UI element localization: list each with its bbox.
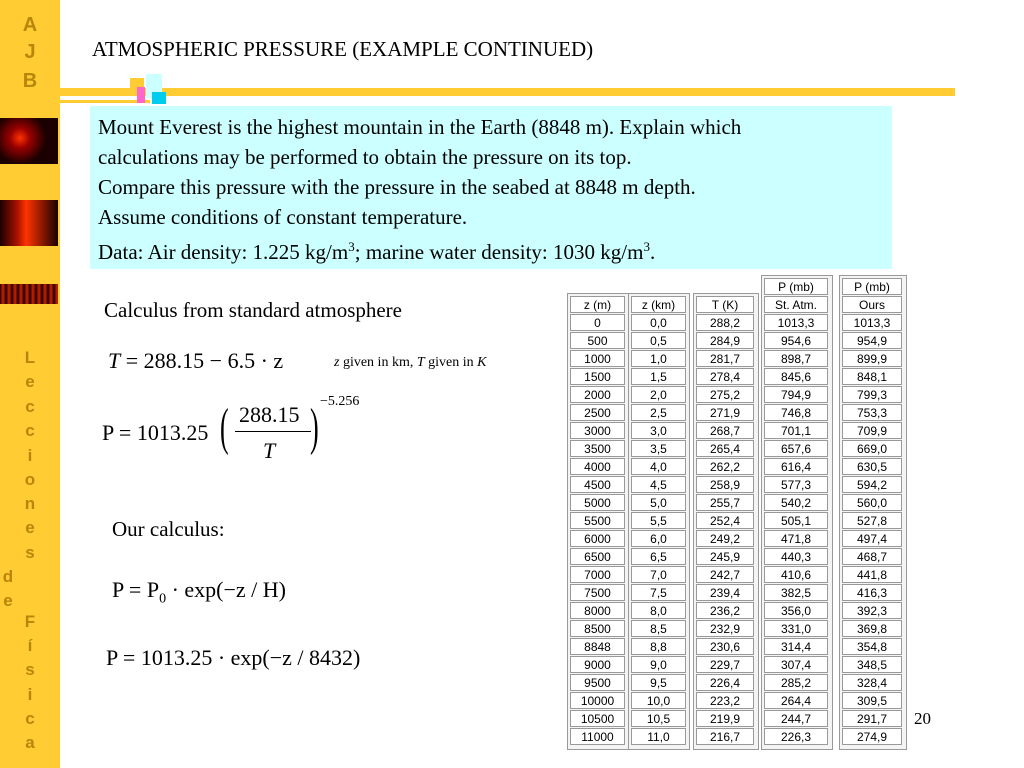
table-cell: 10,0 (631, 692, 686, 709)
problem-line: Data: Air density: 1.225 $kg/m^3$; marine water density: 1030 $kg/m^3$. (98, 239, 656, 264)
sidebar-letter: c (25, 421, 35, 440)
table-cell: 8000 (570, 602, 625, 619)
table-cell: 505,1 (764, 512, 828, 529)
table-cell: 899,9 (842, 350, 902, 367)
table-cell: 9000 (570, 656, 625, 673)
table-cell: 440,3 (764, 548, 828, 565)
table-cell: 268,7 (696, 422, 754, 439)
table-cell: 500 (570, 332, 625, 349)
page-number: 20 (914, 709, 931, 728)
table-cell: 845,6 (764, 368, 828, 385)
table-header-cell: Ours (842, 296, 902, 313)
table-cell: 669,0 (842, 440, 902, 457)
table-cell: 471,8 (764, 530, 828, 547)
sidebar-letter: n (24, 494, 36, 513)
table-cell: 331,0 (764, 620, 828, 637)
table-cell: 1,0 (631, 350, 686, 367)
table-cell: 2,0 (631, 386, 686, 403)
table-cell: 898,7 (764, 350, 828, 367)
table-cell: 328,4 (842, 674, 902, 691)
table-cell: 746,8 (764, 404, 828, 421)
table-cell: 6,5 (631, 548, 686, 565)
temperature-equation: T = 288.15 − 6.5 · z (108, 348, 284, 373)
table-cell: 540,2 (764, 494, 828, 511)
slide-title: ATMOSPHERIC PRESSURE (EXAMPLE CONTINUED) (92, 37, 594, 61)
table-cell: 314,4 (764, 638, 828, 655)
table-cell: 3500 (570, 440, 625, 457)
table-cell: 226,4 (696, 674, 754, 691)
table-cell: 278,4 (696, 368, 754, 385)
table-cell: 11,0 (631, 728, 686, 745)
table-cell: 354,8 (842, 638, 902, 655)
table-cell: 244,7 (764, 710, 828, 727)
table-cell: 10,5 (631, 710, 686, 727)
table-header-cell: z (km) (631, 296, 686, 313)
table-cell: 223,2 (696, 692, 754, 709)
table-cell: 274,9 (842, 728, 902, 745)
table-column-z-m (570, 296, 625, 746)
table-cell: 242,7 (696, 566, 754, 583)
section-heading-our-calculus: Our calculus: (112, 517, 225, 541)
table-cell: 10000 (570, 692, 625, 709)
table-cell: 10500 (570, 710, 625, 727)
table-column-p-std-atm (764, 278, 828, 746)
problem-line: calculations may be performed to obtain the pressure on its top. (98, 145, 632, 169)
table-cell: 369,8 (842, 620, 902, 637)
header-square-magenta (137, 87, 145, 103)
table-cell: 249,2 (696, 530, 754, 547)
problem-line: Compare this pressure with the pressure in the seabed at 8848 m depth. (98, 175, 696, 199)
table-cell: 3,0 (631, 422, 686, 439)
sidebar-letter: i (27, 446, 33, 465)
table-cell: 216,7 (696, 728, 754, 745)
sidebar-letter: B (22, 70, 38, 92)
table-header-cell: St. Atm. (764, 296, 828, 313)
table-cell: 236,2 (696, 602, 754, 619)
table-header-cell: z (m) (570, 296, 625, 313)
table-cell: 753,3 (842, 404, 902, 421)
sidebar-thumbnail-3 (0, 284, 58, 304)
sidebar-letter: F (24, 612, 36, 631)
table-cell: 954,6 (764, 332, 828, 349)
table-cell: 0,5 (631, 332, 686, 349)
table-cell: 799,3 (842, 386, 902, 403)
sidebar-letter: i (27, 685, 33, 704)
sidebar-thumbnail-2 (0, 200, 58, 246)
table-cell: 410,6 (764, 566, 828, 583)
table-cell: 271,9 (696, 404, 754, 421)
header-bar (60, 88, 955, 96)
sidebar-letter: e (3, 591, 13, 610)
sidebar-letter: s (25, 660, 35, 679)
table-cell: 288,2 (696, 314, 754, 331)
table-cell: 8848 (570, 638, 625, 655)
table-cell: 468,7 (842, 548, 902, 565)
table-cell: 8500 (570, 620, 625, 637)
table-cell: 1013,3 (842, 314, 902, 331)
table-cell: 5000 (570, 494, 625, 511)
table-cell: 392,3 (842, 602, 902, 619)
table-cell: 252,4 (696, 512, 754, 529)
sidebar-letter: o (24, 470, 36, 489)
table-cell: 560,0 (842, 494, 902, 511)
table-cell: 794,9 (764, 386, 828, 403)
sidebar-letter: a (25, 733, 35, 752)
table-cell: 3000 (570, 422, 625, 439)
table-cell: 309,5 (842, 692, 902, 709)
table-header-cell: P (mb) (842, 278, 902, 295)
table-cell: 8,5 (631, 620, 686, 637)
table-cell: 527,8 (842, 512, 902, 529)
table-cell: 382,5 (764, 584, 828, 601)
table-cell: 245,9 (696, 548, 754, 565)
table-cell: 954,9 (842, 332, 902, 349)
table-cell: 7,5 (631, 584, 686, 601)
table-cell: 281,7 (696, 350, 754, 367)
table-column-z-km (631, 296, 686, 746)
sidebar-letter: d (2, 567, 14, 586)
table-cell: 239,4 (696, 584, 754, 601)
header-square-teal (152, 92, 166, 104)
sidebar-letter: L (24, 348, 36, 367)
table-cell: 4500 (570, 476, 625, 493)
table-cell: 2,5 (631, 404, 686, 421)
table-cell: 4,0 (631, 458, 686, 475)
table-cell: 229,7 (696, 656, 754, 673)
sidebar-letter: e (25, 372, 35, 391)
table-cell: 657,6 (764, 440, 828, 457)
table-cell: 5500 (570, 512, 625, 529)
table-cell: 0,0 (631, 314, 686, 331)
table-cell: 285,2 (764, 674, 828, 691)
table-cell: 232,9 (696, 620, 754, 637)
table-cell: 616,4 (764, 458, 828, 475)
table-cell: 416,3 (842, 584, 902, 601)
table-cell: 848,1 (842, 368, 902, 385)
table-cell: 7000 (570, 566, 625, 583)
table-cell: 9500 (570, 674, 625, 691)
section-heading-standard-atmosphere: Calculus from standard atmosphere (104, 298, 402, 322)
sidebar-thumbnail-1 (0, 118, 58, 164)
table-cell: 255,7 (696, 494, 754, 511)
sidebar-letter: J (24, 41, 36, 63)
table-cell: 284,9 (696, 332, 754, 349)
table-column-t-k (696, 296, 754, 746)
pressure-exponential-equation: $P = P_0 \cdot \exp(-z / H)$ (112, 577, 286, 607)
sidebar-letter: c (25, 397, 35, 416)
table-cell: 701,1 (764, 422, 828, 439)
table-cell: 264,4 (764, 692, 828, 709)
problem-statement-box (90, 106, 892, 269)
table-cell: 6500 (570, 548, 625, 565)
pressure-numeric-equation: P = 1013.25 · exp(−z / 8432) (106, 645, 361, 670)
table-cell: 8,0 (631, 602, 686, 619)
problem-line: Mount Everest is the highest mountain in the Earth (8848 m). Explain which (98, 115, 742, 139)
table-cell: 291,7 (842, 710, 902, 727)
sidebar-letter: í (27, 636, 33, 655)
table-cell: 262,2 (696, 458, 754, 475)
table-cell: 8,8 (631, 638, 686, 655)
table-cell: 594,2 (842, 476, 902, 493)
table-cell: 230,6 (696, 638, 754, 655)
table-cell: 226,3 (764, 728, 828, 745)
table-cell: 577,3 (764, 476, 828, 493)
table-cell: 630,5 (842, 458, 902, 475)
table-cell: 497,4 (842, 530, 902, 547)
table-cell: 258,9 (696, 476, 754, 493)
table-cell: 709,9 (842, 422, 902, 439)
table-cell: 6,0 (631, 530, 686, 547)
units-note: z given in km, T given in K (334, 355, 487, 370)
table-column-p-ours (842, 278, 902, 746)
table-cell: 2000 (570, 386, 625, 403)
table-cell: 0 (570, 314, 625, 331)
table-cell: 3,5 (631, 440, 686, 457)
table-cell: 1,5 (631, 368, 686, 385)
problem-line: Assume conditions of constant temperature. (98, 205, 468, 229)
sidebar-letter: A (22, 14, 38, 36)
table-cell: 9,0 (631, 656, 686, 673)
table-cell: 275,2 (696, 386, 754, 403)
table-cell: 11000 (570, 728, 625, 745)
table-cell: 1000 (570, 350, 625, 367)
table-cell: 265,4 (696, 440, 754, 457)
sidebar-letter: e (25, 518, 35, 537)
table-cell: 5,0 (631, 494, 686, 511)
table-cell: 441,8 (842, 566, 902, 583)
table-cell: 1013,3 (764, 314, 828, 331)
table-cell: 7500 (570, 584, 625, 601)
table-cell: 348,5 (842, 656, 902, 673)
table-cell: 4,5 (631, 476, 686, 493)
table-cell: 6000 (570, 530, 625, 547)
table-cell: 307,4 (764, 656, 828, 673)
sidebar-letter: s (25, 543, 35, 562)
table-header-cell: P (mb) (764, 278, 828, 295)
table-cell: 1500 (570, 368, 625, 385)
sidebar-letter: c (25, 709, 35, 728)
table-cell: 219,9 (696, 710, 754, 727)
table-cell: 9,5 (631, 674, 686, 691)
table-cell: 5,5 (631, 512, 686, 529)
table-cell: 356,0 (764, 602, 828, 619)
table-cell: 7,0 (631, 566, 686, 583)
table-cell: 4000 (570, 458, 625, 475)
table-header-cell: T (K) (696, 296, 754, 313)
table-cell: 2500 (570, 404, 625, 421)
